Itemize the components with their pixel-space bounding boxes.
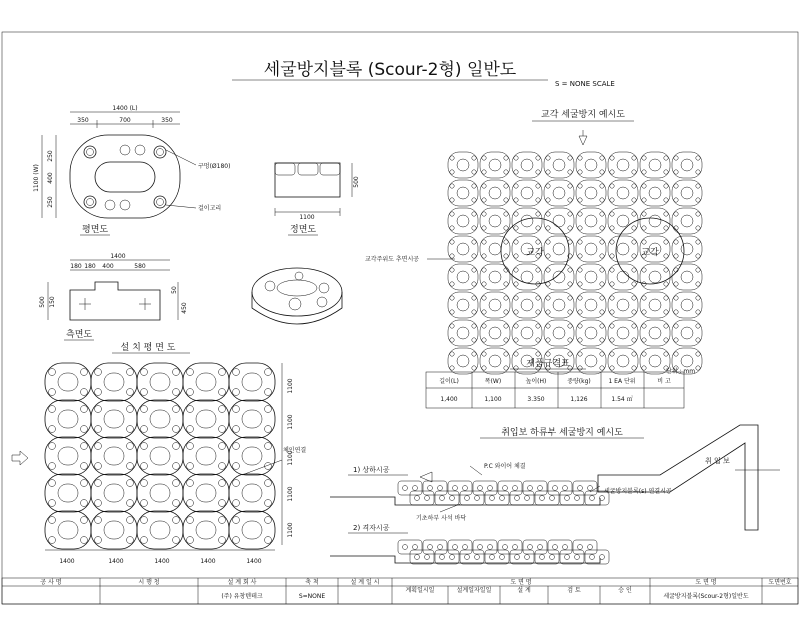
weir-label: 취 입 보 <box>705 457 730 465</box>
isometric-view <box>252 268 342 324</box>
plan-dim-top-2: 700 <box>119 117 131 124</box>
layout-view-label: 설 치 평 면 도 <box>120 343 176 353</box>
spec-head-weight: 중량(kg) <box>567 378 591 385</box>
tb-sheet-no-label: 도면번호 <box>768 579 792 586</box>
block-icon <box>544 236 574 262</box>
right-arrow-icon <box>12 451 28 465</box>
plan-dim-top-3: 350 <box>161 117 173 124</box>
block-icon <box>45 437 91 475</box>
scale-note: S = NONE SCALE <box>555 80 615 88</box>
block-icon <box>640 180 670 206</box>
block-icon <box>512 208 542 234</box>
tb-stage-label: 설 계 일 시 <box>350 579 380 586</box>
layout-dim-right-3: 1100 <box>287 450 294 466</box>
tb-drawing-name: 세굴방지블록(Scour-2형)일반도 <box>663 593 749 600</box>
title-block <box>2 578 798 604</box>
tb-drawing-name-label: 도 면 명 <box>695 579 717 586</box>
spec-head-height: 높이(H) <box>525 378 547 385</box>
layout-dim-bottom-2: 1400 <box>108 558 124 565</box>
block-icon <box>45 400 91 438</box>
block-icon <box>45 474 91 512</box>
block-icon <box>544 292 574 318</box>
side-dim-right-1: 50 <box>171 286 178 294</box>
tb-owner-label: 공 사 명 <box>40 579 62 586</box>
plan-note-grip: 걸이고리 <box>198 205 222 212</box>
layout-dim-bottom-3: 1400 <box>154 558 170 565</box>
bridge-note: 교각주위도 추면시공 <box>365 256 420 263</box>
block-icon <box>608 180 638 206</box>
block-icon <box>640 264 670 290</box>
front-view-label: 정면도 <box>290 225 317 235</box>
tb-design-head: 도 면 명 <box>510 579 532 586</box>
block-icon <box>672 264 702 290</box>
weir-example-title: 취입보 하류부 세굴방지 예시도 <box>501 428 623 438</box>
block-icon <box>229 474 275 512</box>
tb-scale-value: S=NONE <box>298 593 326 600</box>
bridge-block-grid <box>448 152 702 374</box>
spec-head-width: 폭(W) <box>484 378 502 385</box>
side-view-label: 측면도 <box>66 330 93 340</box>
block-icon <box>137 474 183 512</box>
block-icon <box>576 292 606 318</box>
drawing-title: 세굴방지블록 (Scour-2형) 일반도 <box>263 60 517 80</box>
side-dim-left-1: 500 <box>39 296 46 308</box>
block-icon <box>544 320 574 346</box>
down-arrow-icon <box>579 130 587 145</box>
spec-table-unit: 단위 : mm <box>666 368 696 375</box>
block-icon <box>480 236 510 262</box>
plan-view-label: 평면도 <box>82 225 109 235</box>
block-icon <box>640 320 670 346</box>
layout-view <box>12 341 306 565</box>
spec-cell-length: 1,400 <box>440 396 458 403</box>
block-icon <box>576 320 606 346</box>
plan-dim-total: 1400 (L) <box>112 105 138 112</box>
plan-dim-side: 1100 (W) <box>33 164 40 192</box>
layout-block-grid <box>45 363 275 549</box>
plan-view <box>33 105 230 235</box>
spec-table-title: 제품규격표 <box>526 359 570 369</box>
block-icon <box>672 180 702 206</box>
block-icon <box>91 363 137 401</box>
weir-note-join: 세굴방지블록(s) 연결시공 <box>604 488 672 495</box>
tb-client-label: 시 행 청 <box>138 579 160 586</box>
tb-scale-label: 축 척 <box>305 579 319 586</box>
block-icon <box>608 320 638 346</box>
block-icon <box>448 152 478 178</box>
bridge-example <box>365 108 702 374</box>
front-view <box>275 163 360 235</box>
weir-step-1: 1) 상하시공 <box>353 466 390 474</box>
layout-dim-right-1: 1100 <box>287 378 294 394</box>
block-icon <box>229 363 275 401</box>
block-icon <box>448 208 478 234</box>
block-icon <box>183 474 229 512</box>
block-icon <box>608 208 638 234</box>
block-icon <box>640 292 670 318</box>
plan-dim-top-1: 350 <box>77 117 89 124</box>
block-icon <box>576 264 606 290</box>
tb-maker-label: 설 계 회 사 <box>227 579 257 586</box>
weir-note-chain: P.C 와이어 체결 <box>484 463 526 470</box>
block-icon <box>576 180 606 206</box>
spec-cell-height: 3.350 <box>527 396 545 403</box>
block-icon <box>183 511 229 549</box>
side-dim-top-2: 180 <box>84 263 96 270</box>
block-icon <box>91 400 137 438</box>
layout-dim-right-5: 1100 <box>287 522 294 538</box>
tb-col-1: 계획일시일 <box>405 587 435 594</box>
block-icon <box>640 208 670 234</box>
block-icon <box>45 363 91 401</box>
spec-cell-area: 1.54 ㎡ <box>611 396 633 403</box>
block-icon <box>512 180 542 206</box>
plan-dim-left-1: 250 <box>47 150 54 162</box>
block-icon <box>512 320 542 346</box>
layout-dim-right-2: 1100 <box>287 414 294 430</box>
block-icon <box>480 152 510 178</box>
block-icon <box>448 180 478 206</box>
block-icon <box>480 320 510 346</box>
side-dim-top-3: 400 <box>102 263 114 270</box>
block-icon <box>576 348 606 374</box>
block-icon <box>608 348 638 374</box>
front-dim-width: 1100 <box>299 214 315 221</box>
block-icon <box>608 236 638 262</box>
block-icon <box>91 474 137 512</box>
weir-note-base: 기초하부 사석 바닥 <box>416 515 467 522</box>
block-icon <box>576 208 606 234</box>
side-dim-right-2: 450 <box>181 302 188 314</box>
block-icon <box>183 400 229 438</box>
tb-col-2: 설계일자일일 <box>456 587 492 594</box>
spec-head-area: 1 EA 단위 <box>608 378 636 385</box>
block-icon <box>544 264 574 290</box>
layout-dim-right-4: 1100 <box>287 486 294 502</box>
block-icon <box>137 511 183 549</box>
tb-maker-value: (주) 유창텐테크 <box>221 593 263 600</box>
block-icon <box>91 511 137 549</box>
block-icon <box>480 208 510 234</box>
block-icon <box>137 400 183 438</box>
weir-step-2: 2) 격자시공 <box>353 524 390 532</box>
block-icon <box>448 292 478 318</box>
layout-dim-bottom-1: 1400 <box>59 558 75 565</box>
bridge-example-title: 교각 세굴방지 예시도 <box>541 110 625 120</box>
block-icon <box>576 152 606 178</box>
block-icon <box>672 152 702 178</box>
side-dim-left-2: 150 <box>49 296 56 308</box>
block-icon <box>480 348 510 374</box>
spec-table <box>426 357 695 408</box>
spec-cell-width: 1,100 <box>484 396 502 403</box>
block-icon <box>512 152 542 178</box>
side-dim-total: 1400 <box>110 253 126 260</box>
plan-dim-left-2: 400 <box>47 172 54 184</box>
block-icon <box>229 437 275 475</box>
block-icon <box>229 400 275 438</box>
block-icon <box>448 320 478 346</box>
layout-dim-bottom-5: 1400 <box>246 558 262 565</box>
block-icon <box>448 264 478 290</box>
block-icon <box>448 348 478 374</box>
block-icon <box>576 236 606 262</box>
plan-dim-left-3: 250 <box>47 196 54 208</box>
side-view <box>39 253 188 340</box>
block-icon <box>608 264 638 290</box>
block-icon <box>608 152 638 178</box>
plan-note-hole: 구멍(Ø180) <box>198 163 231 170</box>
block-icon <box>640 152 670 178</box>
block-icon <box>480 180 510 206</box>
block-icon <box>608 292 638 318</box>
layout-dim-bottom-4: 1400 <box>200 558 216 565</box>
weir-example <box>330 425 780 564</box>
left-arrow-icon <box>420 472 432 482</box>
spec-cell-weight: 1,126 <box>570 396 588 403</box>
block-icon <box>183 437 229 475</box>
spec-head-remark: 비 고 <box>657 378 671 385</box>
weir-block-row-1 <box>398 481 609 505</box>
block-icon <box>544 180 574 206</box>
block-icon <box>137 363 183 401</box>
pier-label-1: 교각 <box>526 248 544 258</box>
spec-head-length: 길이(L) <box>439 378 459 385</box>
block-icon <box>512 264 542 290</box>
block-icon <box>183 363 229 401</box>
block-icon <box>448 236 478 262</box>
weir-block-row-2 <box>398 540 609 564</box>
block-icon <box>91 437 137 475</box>
block-icon <box>229 511 275 549</box>
tb-col-4: 검 토 <box>567 587 581 594</box>
block-icon <box>512 292 542 318</box>
tb-col-5: 승 인 <box>618 587 632 594</box>
side-dim-top-4: 580 <box>134 263 146 270</box>
block-icon <box>137 437 183 475</box>
layout-note: 체인연결 <box>283 447 307 454</box>
block-icon <box>672 292 702 318</box>
block-icon <box>45 511 91 549</box>
front-dim-height: 500 <box>353 176 360 188</box>
tb-col-3: 설 계 <box>517 587 531 594</box>
block-icon <box>544 152 574 178</box>
side-dim-top-1: 180 <box>70 263 82 270</box>
block-icon <box>672 236 702 262</box>
pier-label-2: 교각 <box>641 248 659 258</box>
block-icon <box>672 320 702 346</box>
block-icon <box>480 292 510 318</box>
